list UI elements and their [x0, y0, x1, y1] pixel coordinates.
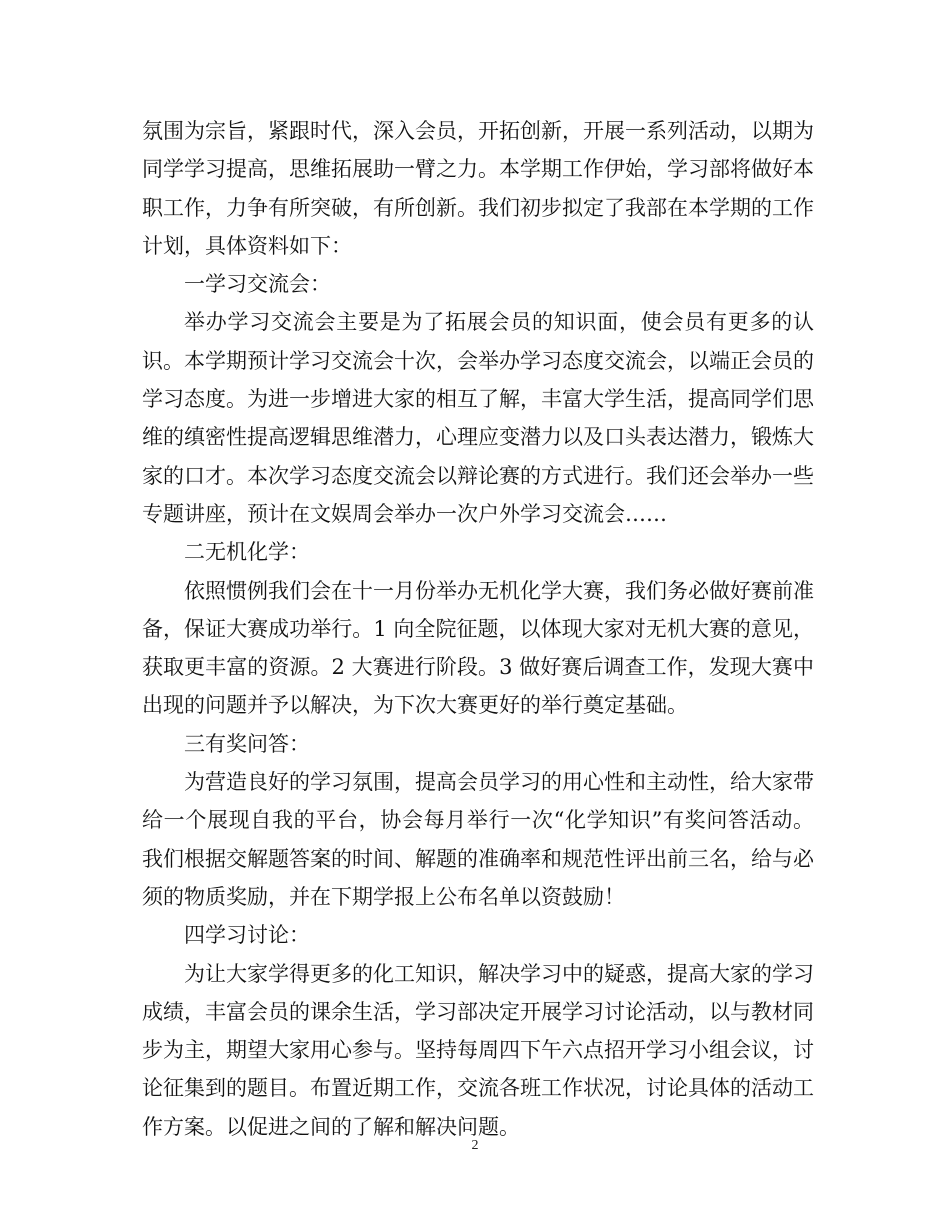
- paragraph-study-discussion: 为让大家学得更多的化工知识，解决学习中的疑惑，提高大家的学习成绩，丰富会员的课余生活，学习部决定开展学习讨论活动，以与教材同步为主，期望大家用心参与。坚持每周四下午六点招开学习小组会议，讨论征集到的题目。布置近期工作，交流各班工作状况，讨论具体的活动工作方案。以促进之间的了解和解决问题。: [142, 961, 814, 1139]
- section-heading-study-discussion: 四学习讨论：: [184, 923, 310, 948]
- section-heading-prize-quiz: 三有奖问答：: [184, 731, 310, 756]
- section-heading-inorganic-chemistry: 二无机化学：: [184, 540, 310, 565]
- page-number: 2: [471, 1138, 479, 1153]
- paragraph-inorganic-chemistry: 依照惯例我们会在十一月份举办无机化学大赛，我们务必做好赛前准备，保证大赛成功举行。1 向全院征题，以体现大家对无机大赛的意见，获取更丰富的资源。2 大赛进行阶段。3 做好赛后调查工作，发现大赛中出现的问题并予以解决，为下次大赛更好的举行奠定基础。: [142, 578, 814, 718]
- paragraph-study-exchange: 举办学习交流会主要是为了拓展会员的知识面，使会员有更多的认识。本学期预计学习交流会十次，会举办学习态度交流会，以端正会员的学习态度。为进一步增进大家的相互了解，丰富大学生活，提高同学们思维的缜密性提高逻辑思维潜力，心理应变潜力以及口头表达潜力，锻炼大家的口才。本次学习态度交流会以辩论赛的方式进行。我们还会举办一些专题讲座，预计在文娱周会举办一次户外学习交流会……: [142, 310, 814, 526]
- paragraph-prize-quiz: 为营造良好的学习氛围，提高会员学习的用心性和主动性，给大家带给一个展现自我的平台，协会每月举行一次“化学知识”有奖问答活动。我们根据交解题答案的时间、解题的准确率和规范性评出前三名，给与必须的物质奖励，并在下期学报上公布名单以资鼓励！: [142, 770, 814, 909]
- section-heading-study-exchange: 一学习交流会：: [184, 272, 331, 297]
- document-body: [142, 112, 814, 1146]
- paragraph-intro-continued: 氛围为宗旨，紧跟时代，深入会员，开拓创新，开展一系列活动，以期为同学学习提高，思维拓展助一臂之力。本学期工作伊始，学习部将做好本职工作，力争有所突破，有所创新。我们初步拟定了我部在本学期的工作计划，具体资料如下：: [142, 119, 814, 258]
